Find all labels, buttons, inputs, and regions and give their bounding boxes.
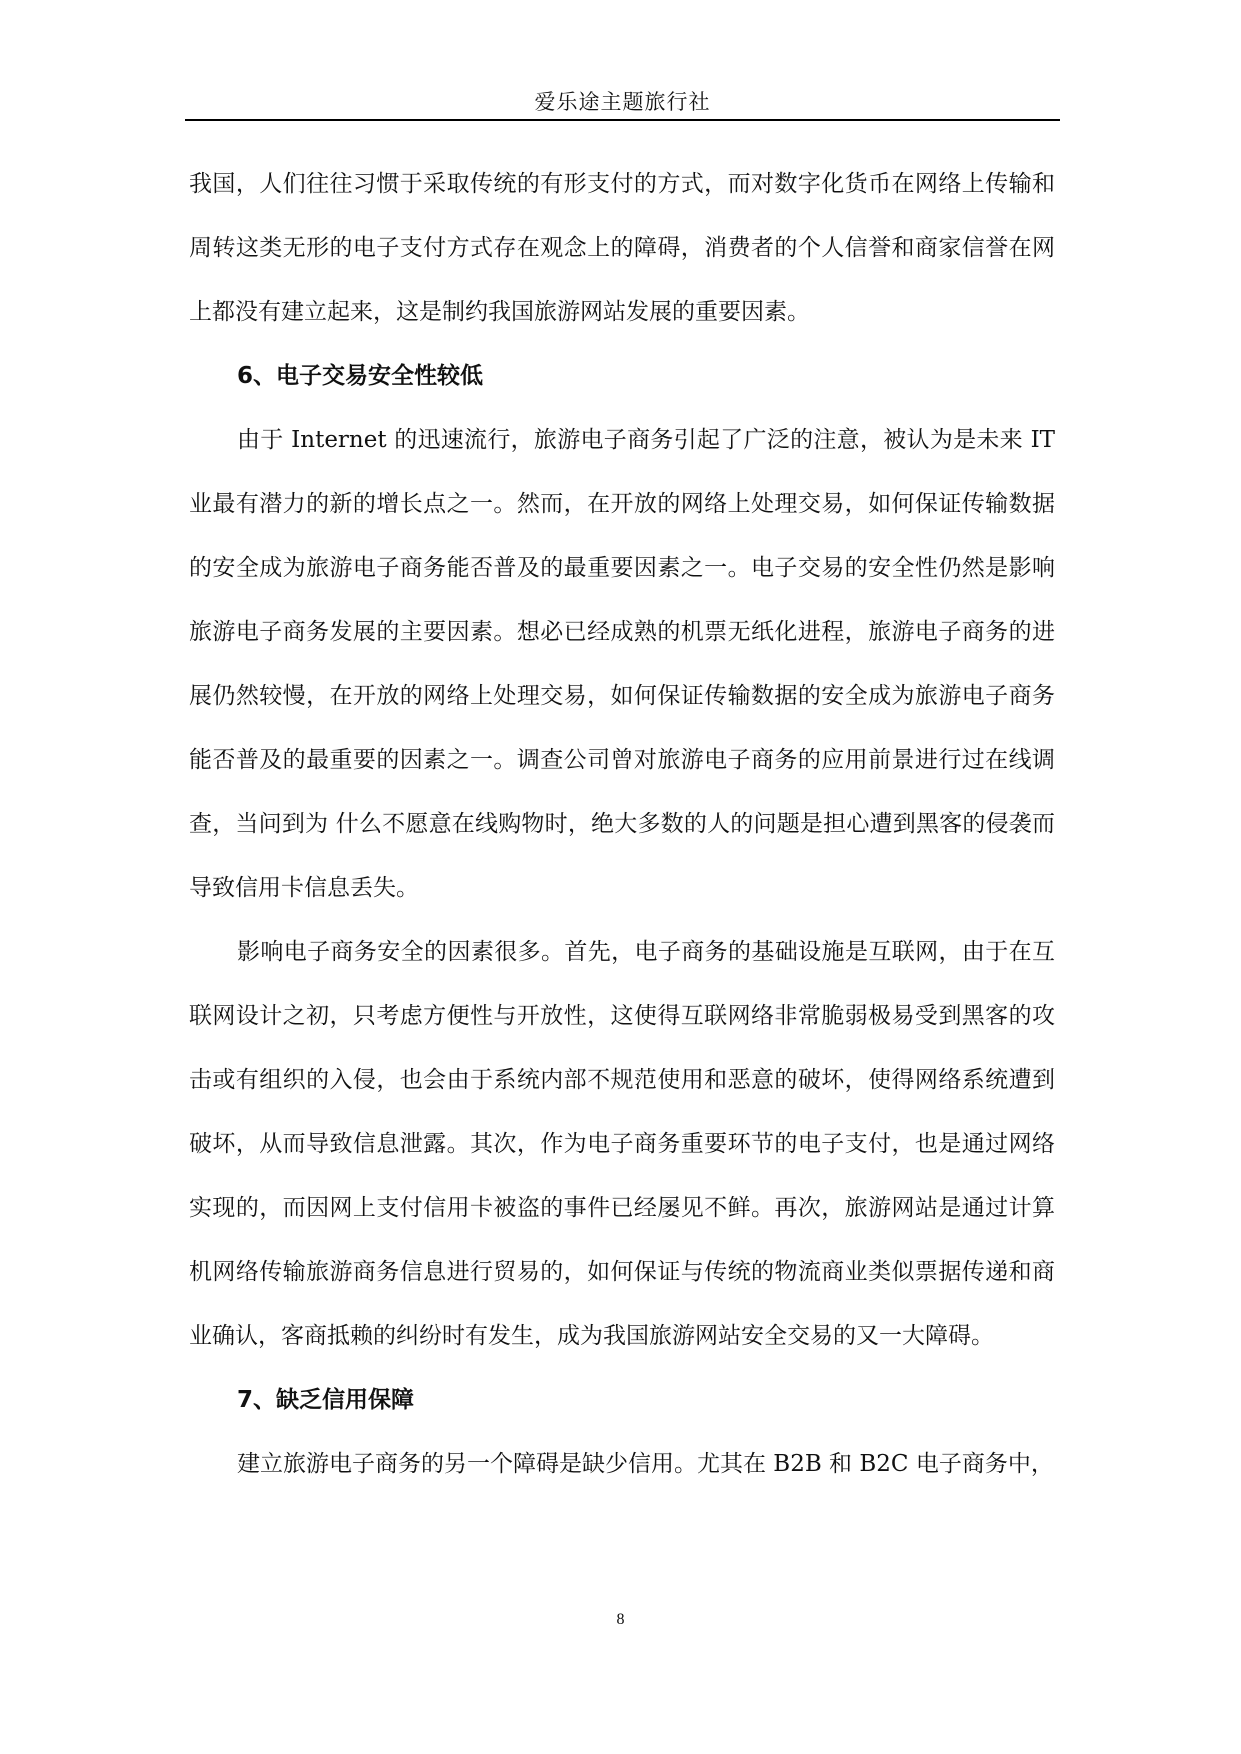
paragraph-7a: 建立旅游电子商务的另一个障碍是缺少信用。尤其在 B2B 和 B2C 电子商务中， bbox=[237, 1451, 1054, 1477]
paragraph-6b: 影响电子商务安全的因素很多。首先，电子商务的基础设施是互联网，由于在互联网设计之初，只考虑方便性与开放性，这使得互联网络非常脆弱极易受到黑客的攻击或有组织的入侵，也会由于系统内部不规范使用和恶意的破坏，使得网络系统遭到破坏，从而导致信息泄露。其次，作为电子商务重要环节的电子支付，也是通过网络实现的，而因网上支付信用卡被盗的事件已经屡见不鲜。再次，旅游网站是通过计算机网络传输旅游商务信息进行贸易的，如何保证与传统的物流商业类似票据传递和商业确认，客商抵赖的纠纷时有发生，成为我国旅游网站安全交易的又一大障碍。 bbox=[189, 939, 1055, 1349]
header-rule bbox=[185, 119, 1060, 121]
section-heading-7: 7、缺乏信用保障 bbox=[237, 1387, 415, 1413]
paragraph-6a: 由于 Internet 的迅速流行，旅游电子商务引起了广泛的注意，被认为是未来 IT 业最有潜力的新的增长点之一。然而，在开放的网络上处理交易，如何保证传输数据的安全成为旅游电子商务能否普及的最重要因素之一。电子交易的安全性仍然是影响旅游电子商务发展的主要因素。想必已经成熟的机票无纸化进程，旅游电子商务的进展仍然较慢，在开放的网络上处理交易，如何保证传输数据的安全成为旅游电子商务能否普及的最重要的因素之一。调查公司曾对旅游电子商务的应用前景进行过在线调查，当问到为 什么不愿意在线购物时，绝大多数的人的问题是担心遭到黑客的侵袭而导致信用卡信息丢失。 bbox=[189, 427, 1055, 901]
document-body bbox=[189, 152, 1055, 1496]
paragraph-intro: 我国，人们往往习惯于采取传统的有形支付的方式，而对数字化货币在网络上传输和周转这类无形的电子支付方式存在观念上的障碍，消费者的个人信誉和商家信誉在网上都没有建立起来，这是制约我国旅游网站发展的重要因素。 bbox=[189, 171, 1055, 325]
page-number: 8 bbox=[616, 1611, 625, 1628]
section-heading-6: 6、电子交易安全性较低 bbox=[237, 363, 484, 389]
page-header: 爱乐途主题旅行社 bbox=[534, 90, 711, 114]
